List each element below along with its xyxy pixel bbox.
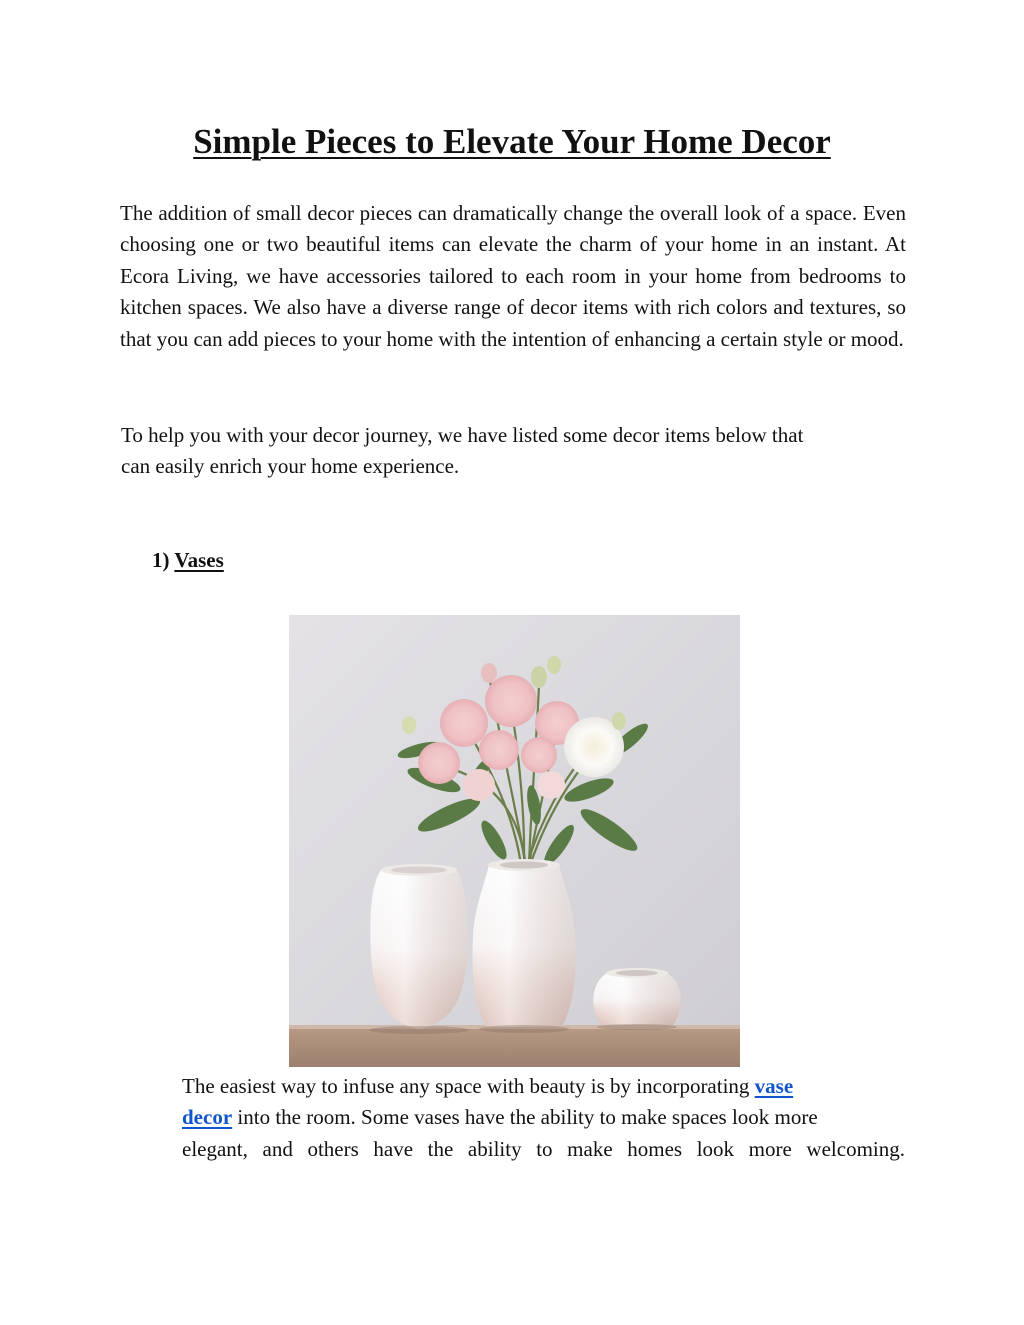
vase-decor-link-part2[interactable]: decor bbox=[182, 1105, 233, 1130]
section-heading-link[interactable]: Vases bbox=[174, 548, 224, 572]
vase-text-start: The easiest way to infuse any space with beauty is by incorporating bbox=[182, 1074, 755, 1098]
intro-paragraph: The addition of small decor pieces can dramatically change the overall look of a space. Even choosing one or two beautiful items can elevate the charm of your home in an instant. At Ecora Living, we have accessories tailored to each room in your home from bedrooms to kitchen spaces. We also have a diverse range of decor items with rich colors and textures, so that you can add pieces to your home with the intention of enhancing a certain style or mood. bbox=[120, 201, 906, 351]
help-paragraph bbox=[121, 420, 901, 482]
vase-photo bbox=[289, 615, 740, 1067]
page-title: Simple Pieces to Elevate Your Home Decor bbox=[193, 122, 831, 161]
section-heading-vases bbox=[152, 545, 224, 575]
help-line-1: To help you with your decor journey, we have listed some decor items below that bbox=[121, 423, 804, 447]
vase-text-middle: into the room. Some vases have the ability to make spaces look more bbox=[232, 1105, 818, 1130]
help-line-2: can easily enrich your home experience. bbox=[121, 454, 460, 478]
vase-text-end: elegant, and others have the ability to make homes look more welcoming. bbox=[182, 1136, 905, 1161]
section-number: 1) bbox=[152, 548, 170, 572]
vase-paragraph bbox=[182, 1071, 905, 1165]
vase-decor-link-part1[interactable]: vase bbox=[754, 1074, 794, 1098]
